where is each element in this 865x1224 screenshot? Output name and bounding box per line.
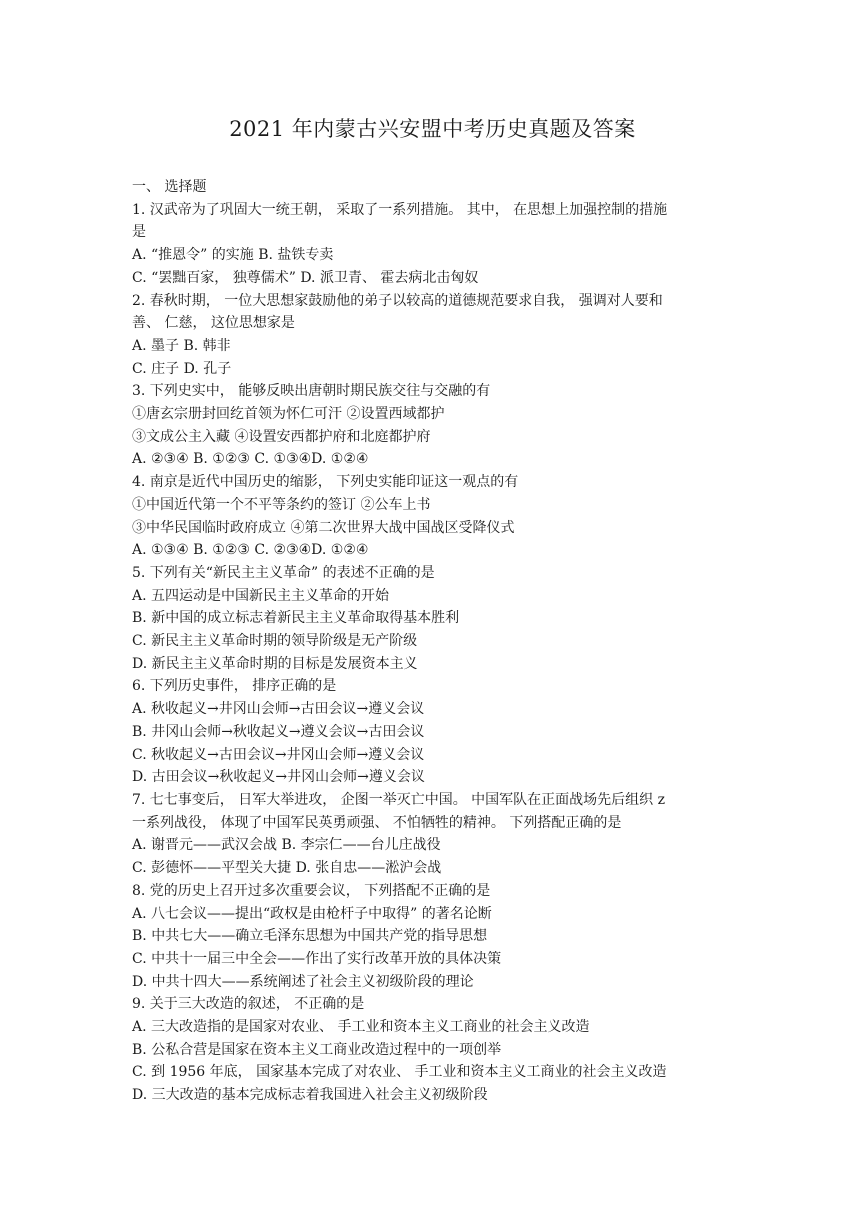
text-line: C. 新民主主义革命时期的领导阶级是无产阶级 <box>132 633 418 650</box>
text-line: A. 三大改造指的是国家对农业、 手工业和资本主义工商业的社会主义改造 <box>132 1019 590 1036</box>
text-line: 一、 选择题 <box>132 179 207 195</box>
text-line: 善、 仁慈， 这位思想家是 <box>132 315 295 332</box>
text-line: C. 中共十一届三中全会——作出了实行改革开放的具体决策 <box>132 950 502 967</box>
text-line: A. 谢晋元——武汉会战 B. 李宗仁——台儿庄战役 <box>132 837 441 854</box>
text-line: D. 新民主主义革命时期的目标是发展资本主义 <box>132 655 418 672</box>
text-line: 3. 下列史实中， 能够反映出唐朝时期民族交往与交融的有 <box>132 383 491 400</box>
text-line: A. 墨子 B. 韩非 <box>132 337 231 354</box>
text-line: C. 到 1956 年底， 国家基本完成了对农业、 手工业和资本主义工商业的社会主义改造 <box>132 1064 667 1081</box>
text-line: 8. 党的历史上召开过多次重要会议， 下列搭配不正确的是 <box>132 882 491 899</box>
text-line: B. 井冈山会师→秋收起义→遵义会议→古田会议 <box>132 723 425 740</box>
document-body <box>132 176 744 1107</box>
text-line: B. 新中国的成立标志着新民主主义革命取得基本胜利 <box>132 610 460 627</box>
text-line: 7. 七七事变后， 日军大举进攻， 企图一举灭亡中国。 中国军队在正面战场先后组织 z <box>132 791 665 808</box>
text-line: ③文成公主入藏 ④设置安西都护府和北庭都护府 <box>132 428 431 445</box>
text-line: D. 中共十四大——系统阐述了社会主义初级阶段的理论 <box>132 973 474 990</box>
text-line: D. 古田会议→秋收起义→井冈山会师→遵义会议 <box>132 769 425 786</box>
text-line: A. “推恩令” 的实施 B. 盐铁专卖 <box>132 247 334 264</box>
document-title: 2021 年内蒙古兴安盟中考历史真题及答案 <box>229 117 636 141</box>
text-line: D. 三大改造的基本完成标志着我国进入社会主义初级阶段 <box>132 1087 488 1104</box>
text-line: C. 秋收起义→古田会议→井冈山会师→遵义会议 <box>132 746 425 763</box>
text-line: 一系列战役， 体现了中国军民英勇顽强、 不怕牺牲的精神。 下列搭配正确的是 <box>132 814 622 831</box>
text-line: 9. 关于三大改造的叙述， 不正确的是 <box>132 996 365 1013</box>
text-line: B. 中共七大——确立毛泽东思想为中国共产党的指导思想 <box>132 928 488 945</box>
text-line: A. ①③④ B. ①②③ C. ②③④D. ①②④ <box>132 542 369 559</box>
text-line: 1. 汉武帝为了巩固大一统王朝， 采取了一系列措施。 其中， 在思想上加强控制的措施 <box>132 201 668 218</box>
text-line: A. 八七会议——提出“政权是由枪杆子中取得” 的著名论断 <box>132 905 492 922</box>
text-line: C. 彭德怀——平型关大捷 D. 张自忠——淞沪会战 <box>132 860 442 877</box>
text-line: 是 <box>132 224 146 241</box>
text-line: ①中国近代第一个不平等条约的签订 ②公车上书 <box>132 496 431 513</box>
text-line: C. 庄子 D. 孔子 <box>132 360 232 377</box>
text-line: A. ②③④ B. ①②③ C. ①③④D. ①②④ <box>132 451 369 468</box>
text-line: 6. 下列历史事件， 排序正确的是 <box>132 678 337 695</box>
text-line: A. 五四运动是中国新民主主义革命的开始 <box>132 587 390 604</box>
text-line: 5. 下列有关“新民主主义革命” 的表述不正确的是 <box>132 564 435 581</box>
text-line: C. “罢黜百家， 独尊儒术” D. 派卫青、 霍去病北击匈奴 <box>132 269 479 286</box>
text-line: 2. 春秋时期， 一位大思想家鼓励他的弟子以较高的道德规范要求自我， 强调对人要和 <box>132 292 663 309</box>
text-line: 4. 南京是近代中国历史的缩影， 下列史实能印证这一观点的有 <box>132 474 519 491</box>
text-line: A. 秋收起义→井冈山会师→古田会议→遵义会议 <box>132 701 425 718</box>
text-line: ①唐玄宗册封回纥首领为怀仁可汗 ②设置西域都护 <box>132 406 445 423</box>
text-line: ③中华民国临时政府成立 ④第二次世界大战中国战区受降仪式 <box>132 519 515 536</box>
text-line: B. 公私合营是国家在资本主义工商业改造过程中的一项创举 <box>132 1041 502 1058</box>
